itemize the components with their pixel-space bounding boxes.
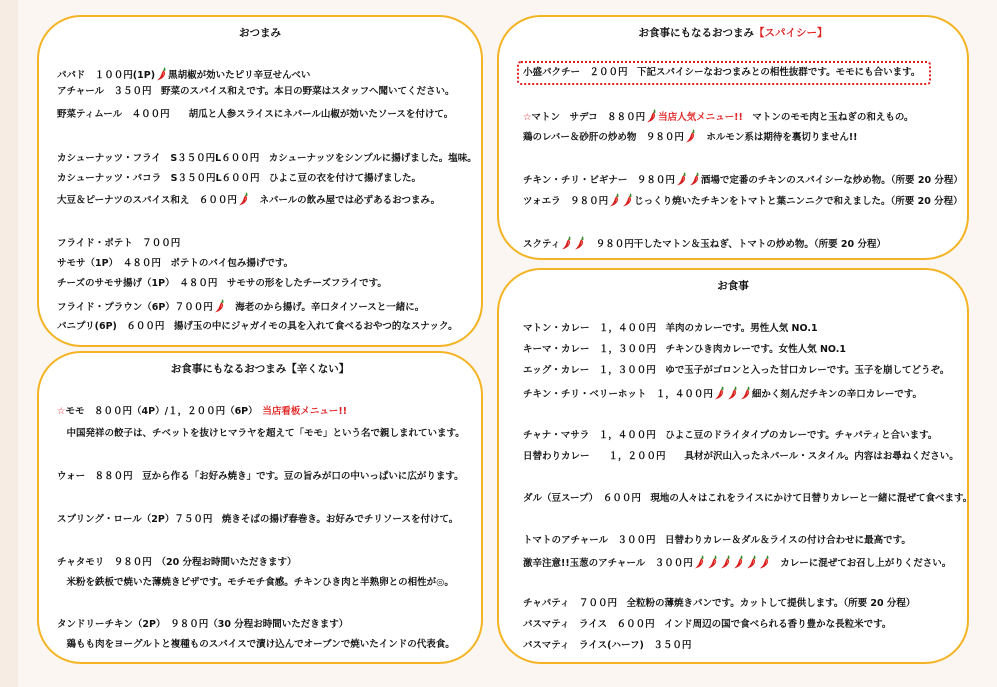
menu-line-text: バスマティ ライス ６００円 インド周辺の国で食べられる香り豊かな長粒米です。 bbox=[523, 619, 892, 630]
chili-pepper-icon bbox=[156, 67, 167, 81]
chili-pepper-icon bbox=[759, 555, 770, 569]
menu-line bbox=[57, 172, 421, 186]
left-margin-strip bbox=[0, 0, 18, 687]
star-mark: ☆ bbox=[57, 406, 66, 417]
menu-line bbox=[523, 236, 886, 252]
menu-line-text: 激辛注意!!玉葱のアチャール ３００円 bbox=[523, 558, 693, 569]
menu-line-text: ダル（豆スープ） ６００円 現地の人々はこれをライスにかけて日替りカレーと一緒に混ぜて食べます。 bbox=[523, 493, 973, 504]
chili-pepper-icon bbox=[727, 386, 738, 400]
menu-line-description: じっくり焼いたチキンをトマトと葉ニンニクで和えました。（所要 20 分程） bbox=[634, 196, 963, 207]
menu-line-text: フライド・ポテト ７００円 bbox=[57, 238, 181, 249]
menu-line-text: マトン サデコ ８８０円 bbox=[531, 112, 646, 123]
menu-line bbox=[523, 618, 891, 632]
recommendation-label: 当店看板メニュー!! bbox=[252, 406, 348, 417]
spicy-box bbox=[497, 15, 969, 260]
spicy-title-red: 【スパイシー】 bbox=[753, 27, 828, 39]
menu-line-text: タンドリーチキン（2P） ９８０円（30 分程お時間いただきます） bbox=[57, 619, 349, 630]
menu-line-description: 黒胡椒が効いたピリ辛豆せんべい bbox=[168, 70, 311, 81]
menu-line-text: チキン・チリ・ベリーホット １，４００円 bbox=[523, 389, 713, 400]
meal-title: お食事 bbox=[717, 280, 749, 292]
chili-pepper-icon bbox=[622, 193, 633, 207]
menu-line bbox=[57, 85, 454, 99]
menu-line bbox=[57, 638, 455, 652]
menu-line-text: パニプリ(6P) ６００円 揚げ玉の中にジャガイモの具を入れて食べるおやつ的なスナック。 bbox=[57, 321, 458, 332]
menu-line-text: 大豆＆ピーナツのスパイス和え ６００円 bbox=[57, 195, 237, 206]
menu-line-text: チャタモリ ９８０円 （20 分程お時間いただきます） bbox=[57, 557, 297, 568]
chili-pepper-icon bbox=[694, 555, 705, 569]
otsumami-title: おつまみ bbox=[239, 27, 281, 39]
menu-line bbox=[523, 172, 963, 188]
menu-line-text: キーマ・カレー １，３００円 チキンひき肉カレーです。女性人気 NO.1 bbox=[523, 344, 846, 355]
menu-line-text: バスマティ ライス(ハーフ) ３５０円 bbox=[523, 640, 692, 651]
chili-pepper-icon bbox=[609, 193, 620, 207]
menu-line-text: エッグ・カレー １，３００円 ゆで玉子がゴロンと入った甘口カレーです。玉子を崩してどうぞ。 bbox=[523, 365, 950, 376]
menu-line-description: マトンのモモ肉と玉ねぎの和えもの。 bbox=[742, 112, 914, 123]
menu-line bbox=[57, 405, 347, 419]
chili-pepper-icon bbox=[733, 555, 744, 569]
menu-line bbox=[523, 66, 920, 80]
menu-line-text: カシューナッツ・フライ S３５０円L６００円 カシューナッツをシンプルに揚げました。塩味。 bbox=[57, 153, 477, 164]
menu-line-description: 酒場で定番のチキンのスパイシーな炒め物。（所要 20 分程） bbox=[700, 175, 963, 186]
menu-line-description: ９８０円干したマトン＆玉ねぎ、トマトの炒め物。（所要 20 分程） bbox=[586, 239, 886, 250]
menu-line-text: サモサ（1P） ４８０円 ポテトのパイ包み揚げです。 bbox=[57, 258, 294, 269]
menu-line bbox=[523, 597, 915, 611]
menu-line-text: 米粉を鉄板で焼いた薄焼きピザです。モチモチ食感。チキンひき肉と半熟卵との相性が◎。 bbox=[57, 577, 454, 588]
menu-line-text: フライド・プラウン（6P）７００円 bbox=[57, 302, 213, 313]
menu-line-text: 野菜ティムール ４００円 胡瓜と人参スライスにネパール山椒が効いたソースを付けて。 bbox=[57, 109, 454, 120]
menu-line-text: パパド １００円(1P) bbox=[57, 70, 156, 81]
menu-line bbox=[523, 322, 818, 336]
otsumami-box bbox=[37, 15, 483, 347]
menu-line-text: 日替わりカレー １，２００円 具材が沢山入ったネパール・スタイル。内容はお尋ねください。 bbox=[523, 451, 959, 462]
chili-pepper-icon bbox=[561, 236, 572, 250]
menu-line-text: アチャール ３５０円 野菜のスパイス和えです。本日の野菜はスタッフへ聞いてください。 bbox=[57, 86, 455, 97]
chili-pepper-icon bbox=[238, 192, 249, 206]
recommendation-label: 当店人気メニュー!! bbox=[658, 112, 743, 123]
chili-pepper-icon bbox=[676, 172, 687, 186]
chili-pepper-icon bbox=[720, 555, 731, 569]
menu-line-description: 細かく刻んだチキンの辛口カレーです。 bbox=[751, 389, 923, 400]
menu-line-text: モモ ８００円（4P）/１，２００円（6P） bbox=[65, 406, 253, 417]
menu-line bbox=[57, 299, 424, 315]
menu-line bbox=[523, 109, 913, 125]
menu-line bbox=[523, 555, 951, 571]
menu-line-description: ホルモン系は期待を裏切りません!! bbox=[696, 132, 858, 143]
chili-pepper-icon bbox=[740, 386, 751, 400]
menu-line-text: チーズのサモサ揚げ（1P） ４８０円 サモサの形をしたチーズフライです。 bbox=[57, 278, 387, 289]
chili-pepper-icon bbox=[707, 555, 718, 569]
chili-pepper-icon bbox=[746, 555, 757, 569]
menu-line bbox=[57, 576, 454, 590]
menu-line bbox=[57, 427, 465, 441]
menu-line-text: マトン・カレー １，４００円 羊肉のカレーです。男性人気 NO.1 bbox=[523, 323, 818, 334]
menu-line-text: チキン・チリ・ビギナー ９８０円 bbox=[523, 175, 675, 186]
menu-line-text: ウォー ８８０円 豆から作る「お好み焼き」です。豆の旨みが口の中いっぱいに広がります。 bbox=[57, 471, 464, 482]
spicy-title-main: お食事にもなるおつまみ bbox=[638, 27, 754, 39]
spicy-title bbox=[499, 25, 967, 40]
chili-pepper-icon bbox=[689, 172, 700, 186]
menu-line-text: トマトのアチャール ３００円 日替わりカレー＆ダル＆ライスの付け合わせに最高です。 bbox=[523, 535, 911, 546]
menu-line bbox=[523, 429, 937, 443]
menu-line bbox=[57, 513, 458, 527]
chili-pepper-icon bbox=[646, 109, 657, 123]
menu-line bbox=[523, 129, 858, 145]
menu-line-text: スプリング・ロール（2P）７５０円 焼きそばの揚げ春巻き。お好みでチリソースを付けて。 bbox=[57, 514, 459, 525]
menu-line-description: カレーに混ぜてお召し上がりください。 bbox=[770, 558, 952, 569]
menu-line bbox=[523, 639, 691, 653]
menu-line bbox=[523, 364, 949, 378]
menu-line bbox=[57, 67, 310, 83]
menu-line bbox=[523, 534, 911, 548]
menu-line bbox=[523, 343, 846, 357]
star-mark: ☆ bbox=[523, 112, 532, 123]
menu-line bbox=[57, 257, 293, 271]
chili-pepper-icon bbox=[714, 386, 725, 400]
menu-line-text: 中国発祥の餃子は、チベットを抜けヒマラヤを超えて「モモ」という名で親しまれています。 bbox=[57, 428, 465, 439]
menu-line-text: スクティ bbox=[523, 239, 561, 250]
menu-line-text: 鶏のレバー＆砂肝の炒め物 ９８０円 bbox=[523, 132, 684, 143]
menu-line-text: ツォエラ ９８０円 bbox=[523, 196, 609, 207]
menu-line bbox=[57, 108, 453, 122]
menu-line-text: チャパティ ７００円 全粒粉の薄焼きパンです。カットして提供します。（所要 20 分程） bbox=[523, 598, 916, 609]
not-spicy-title: お食事にもなるおつまみ【辛くない】 bbox=[170, 363, 350, 375]
not-spicy-box bbox=[37, 351, 483, 664]
menu-line bbox=[523, 450, 959, 464]
menu-line bbox=[523, 386, 922, 402]
menu-line-text: チャナ・マサラ １，４００円 ひよこ豆のドライタイプのカレーです。チャパティと合います。 bbox=[523, 430, 938, 441]
menu-line bbox=[523, 193, 963, 209]
chili-pepper-icon bbox=[214, 299, 225, 313]
menu-line-text: 小盛パクチー ２００円 下記スパイシーなおつまみとの相性抜群です。モモにも合います。 bbox=[523, 67, 921, 78]
menu-line bbox=[57, 152, 477, 166]
menu-line-description: ネパールの飲み屋では必ずあるおつまみ。 bbox=[249, 195, 441, 206]
menu-line bbox=[57, 618, 348, 632]
chili-pepper-icon bbox=[685, 129, 696, 143]
menu-line bbox=[57, 277, 387, 291]
menu-line-text: カシューナッツ・パコラ S３５０円L６００円 ひよこ豆の衣を付けて揚げました。 bbox=[57, 173, 422, 184]
menu-line bbox=[57, 556, 297, 570]
meal-box bbox=[497, 268, 973, 664]
menu-line bbox=[57, 192, 440, 208]
menu-line bbox=[57, 320, 458, 334]
menu-line-text: 鶏もも肉をヨーグルトと複種ものスパイスで漬け込んでオーブンで焼いたインドの代表食。 bbox=[57, 639, 455, 650]
menu-line bbox=[523, 492, 972, 506]
menu-line bbox=[57, 470, 464, 484]
menu-line bbox=[57, 237, 180, 251]
menu-line-description: 海老のから揚げ。辛口タイソースと一緒に。 bbox=[225, 302, 425, 313]
chili-pepper-icon bbox=[574, 236, 585, 250]
